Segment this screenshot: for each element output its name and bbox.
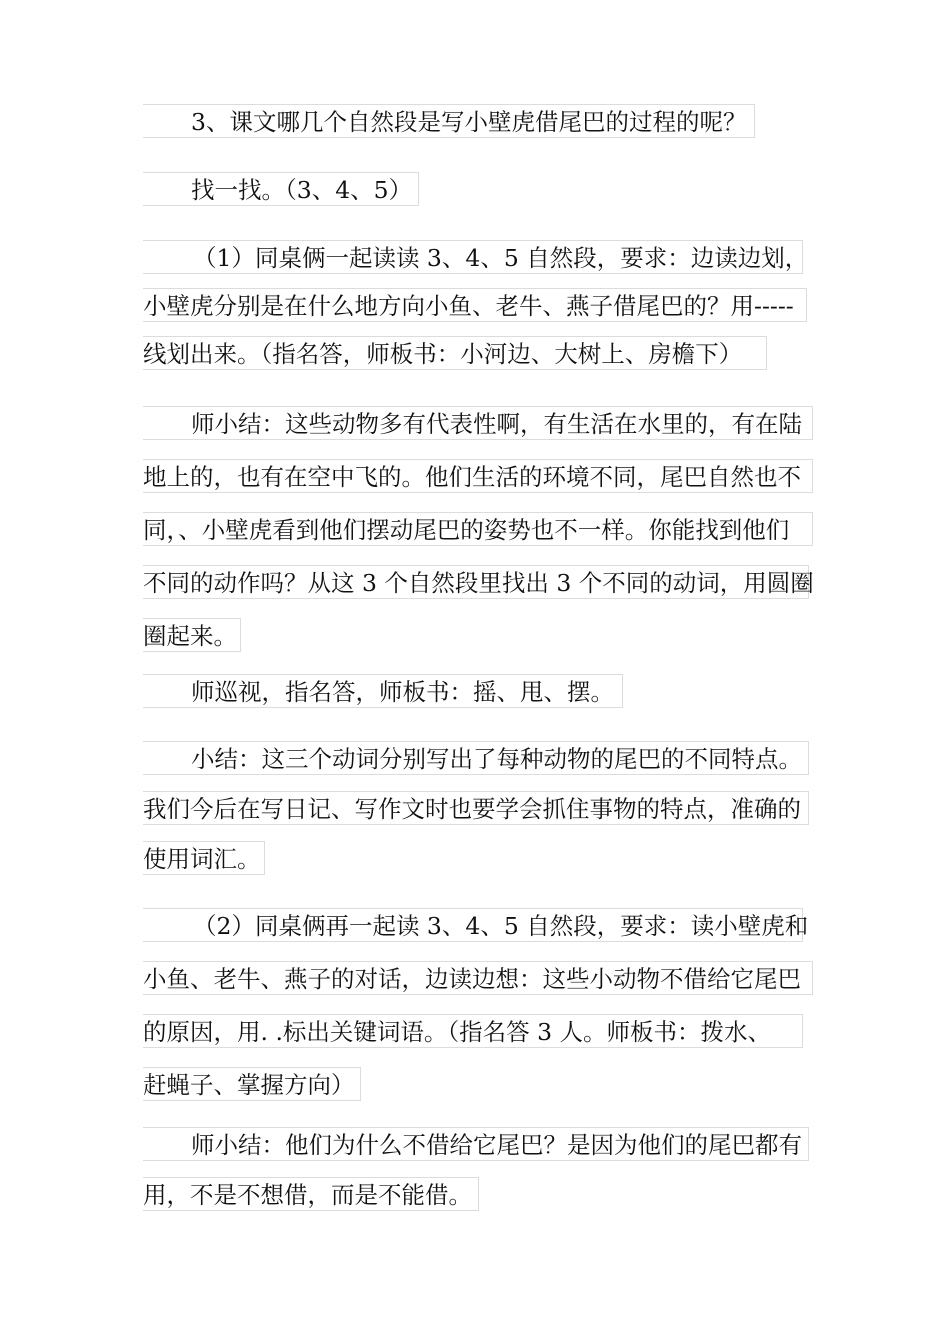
text-line: 小结：这三个动词分别写出了每种动物的尾巴的不同特点。 (143, 741, 809, 775)
text-line: 赶蝇子、掌握方向） (143, 1067, 361, 1101)
text-line: 用，不是不想借，而是不能借。 (143, 1177, 479, 1211)
text-line: 师小结：这些动物多有代表性啊，有生活在水里的，有在陆 (143, 406, 813, 440)
text-line: 圈起来。 (143, 618, 241, 652)
text-line: 我们今后在写日记、写作文时也要学会抓住事物的特点，准确的 (143, 791, 809, 825)
text-line: 师小结：他们为什么不借给它尾巴？是因为他们的尾巴都有 (143, 1127, 809, 1161)
text-line: （1）同桌俩一起读读 3、4、5 自然段，要求：边读边划， (143, 240, 803, 274)
text-line: 同，、小壁虎看到他们摆动尾巴的姿势也不一样。你能找到他们 (143, 512, 813, 546)
text-line: 小鱼、老牛、燕子的对话，边读边想：这些小动物不借给它尾巴 (143, 961, 813, 995)
text-line: 找一找。（3、4、5） (143, 172, 419, 206)
text-line: 地上的，也有在空中飞的。他们生活的环境不同，尾巴自然也不 (143, 459, 813, 493)
text-line: （2）同桌俩再一起读 3、4、5 自然段，要求：读小壁虎和 (143, 908, 803, 942)
text-line: 线划出来。（指名答，师板书：小河边、大树上、房檐下） (143, 336, 767, 370)
text-line: 3、课文哪几个自然段是写小壁虎借尾巴的过程的呢？ (143, 104, 755, 138)
text-line: 师巡视，指名答，师板书：摇、甩、摆。 (143, 674, 623, 708)
text-line: 不同的动作吗？从这 3 个自然段里找出 3 个不同的动词，用圆圈 (143, 565, 809, 599)
text-line: 小壁虎分别是在什么地方向小鱼、老牛、燕子借尾巴的？用----- (143, 288, 807, 322)
text-line: 的原因，用. .标出关键词语。（指名答 3 人。师板书：拨水、 (143, 1014, 803, 1048)
text-line: 使用词汇。 (143, 841, 265, 875)
